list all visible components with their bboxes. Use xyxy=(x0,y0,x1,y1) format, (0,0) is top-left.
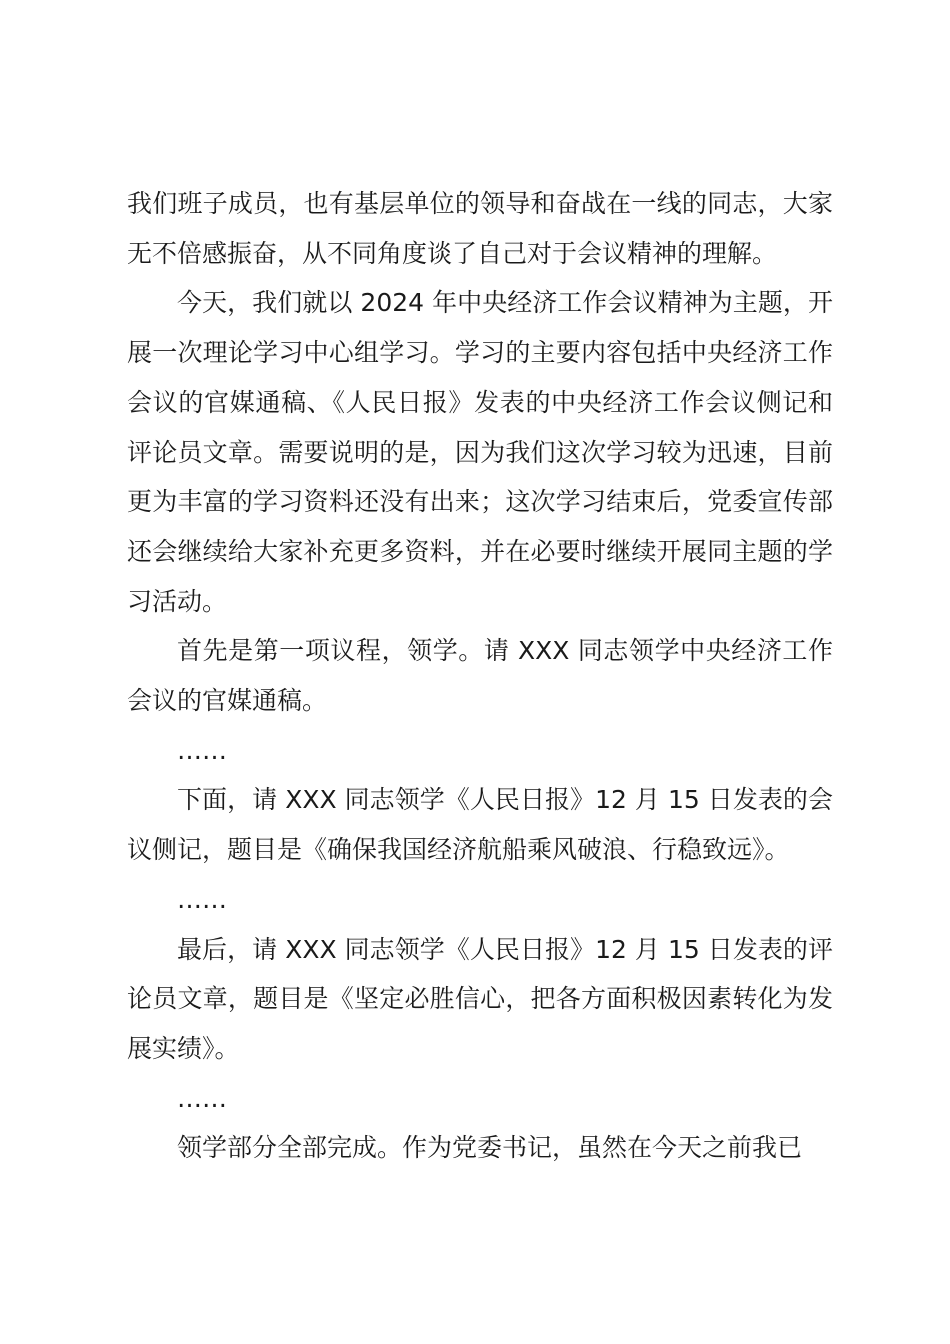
paragraph-conclusion: 领学部分全部完成。作为党委书记，虽然在今天之前我已 xyxy=(177,1133,803,1163)
paragraph-continuation: 我们班子成员，也有基层单位的领导和奋战在一线的同志，大家无不倍感振奋，从不同角度谈了自己对于会议精神的理解。 xyxy=(127,189,833,268)
ellipsis-2: …… xyxy=(177,884,227,914)
document-body xyxy=(127,179,833,1173)
paragraph-intro: 今天，我们就以 2024 年中央经济工作会议精神为主题，开展一次理论学习中心组学习。学习的主要内容包括中央经济工作会议的官媒通稿、《人民日报》发表的中央经济工作会议侧记和评论员文章。需要说明的是，因为我们这次学习较为迅速，目前更为丰富的学习资料还没有出来；这次学习结束后，党委宣传部还会继续给大家补充更多资料，并在必要时继续开展同主题的学习活动。 xyxy=(127,288,833,616)
paragraph-second-reading: 下面，请 XXX 同志领学《人民日报》12 月 15 日发表的会议侧记，题目是《确保我国经济航船乘风破浪、行稳致远》。 xyxy=(127,785,833,865)
ellipsis-1: …… xyxy=(177,735,227,765)
ellipsis-3: …… xyxy=(177,1083,227,1113)
paragraph-first-agenda: 首先是第一项议程，领学。请 XXX 同志领学中央经济工作会议的官媒通稿。 xyxy=(127,636,833,716)
paragraph-third-reading: 最后，请 XXX 同志领学《人民日报》12 月 15 日发表的评论员文章，题目是《坚定必胜信心，把各方面积极因素转化为发展实绩》。 xyxy=(127,934,833,1063)
